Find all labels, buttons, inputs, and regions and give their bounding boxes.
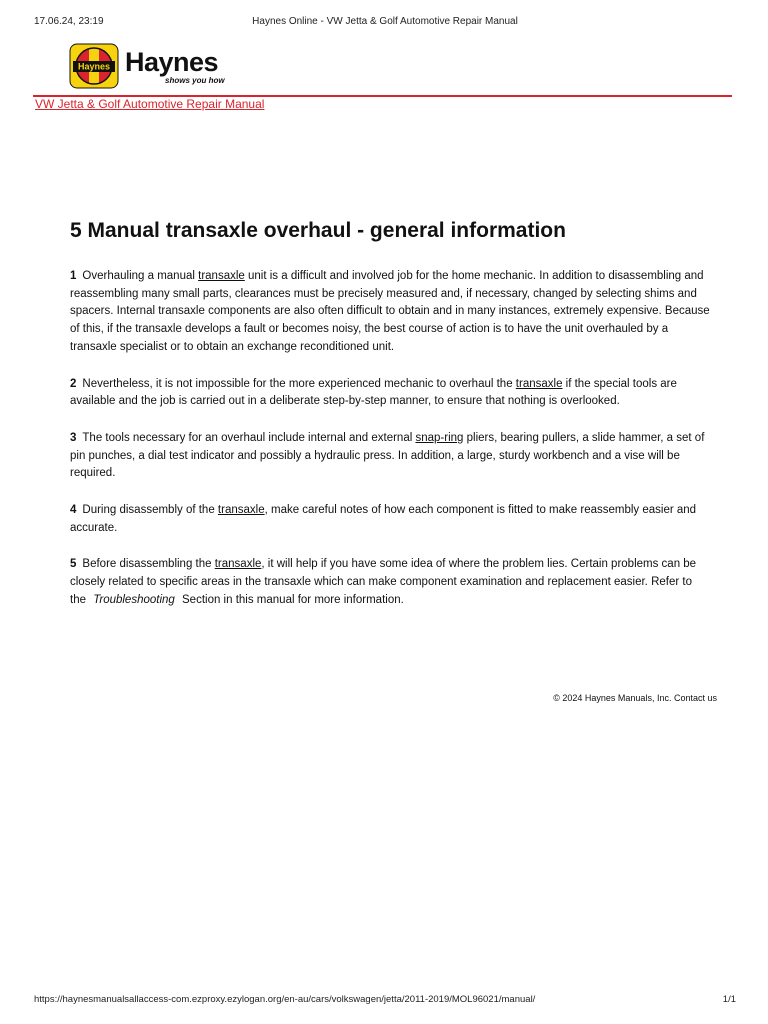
paragraph-3 (70, 430, 710, 483)
paragraph-number: 2 (70, 377, 77, 390)
paragraph-text: unit is a difficult and involved job for the home mechanic. In addition to disassembling and reassembling many small parts, clearances must be precisely measured and, if necessary, changed by selecting shims and spacers. Internal transaxle components are also often difficult to obtain and in many instances, extremely expensive. Because of this, if the transaxle develops a fault or becomes noisy, the best course of action is to have the unit overhauled by a transaxle specialist or to obtain an exchange reconditioned unit. (70, 270, 710, 353)
paragraph-5 (70, 556, 710, 609)
glossary-link-transaxle[interactable]: transaxle (217, 504, 265, 517)
paragraph-text: The tools necessary for an overhaul include internal and external (82, 431, 416, 444)
paragraph-text: Overhauling a manual (82, 270, 199, 282)
copyright-text: © 2024 Haynes Manuals, Inc. (553, 693, 672, 703)
haynes-badge-icon (69, 43, 119, 89)
article-body (70, 216, 710, 629)
paragraph-text: Nevertheless, it is not impossible for the more experienced mechanic to overhaul the (82, 377, 516, 390)
print-page-title: Haynes Online - VW Jetta & Golf Automotive Repair Manual (252, 16, 518, 27)
paragraph-number: 1 (70, 270, 77, 282)
paragraph-number: 5 (70, 558, 77, 571)
paragraph-text: Section in this manual for more information. (178, 593, 404, 606)
glossary-link-snap-ring[interactable]: snap-ring (415, 431, 464, 444)
paragraph-text: During disassembly of the (82, 504, 218, 517)
print-url: https://haynesmanualsallaccess-com.ezproxy.ezylogan.org/en-au/cars/volkswagen/jetta/2011-2019/MOL96021/manual/ (34, 994, 536, 1005)
site-footer (553, 693, 717, 703)
logo-wordmark: Haynes (125, 47, 219, 77)
paragraph-2 (70, 376, 710, 411)
logo-tagline: shows you how (165, 76, 225, 85)
paragraph-1 (70, 268, 710, 357)
haynes-logo[interactable] (69, 43, 229, 91)
paragraph-text: Before disassembling the (82, 558, 215, 571)
print-header (34, 12, 736, 26)
paragraph-number: 4 (70, 504, 77, 517)
paragraph-text: , make careful notes of how each component is fitted to make reassembly easier and accurate. (70, 504, 697, 534)
troubleshooting-reference: Troubleshooting (93, 593, 175, 606)
svg-text:Haynes: Haynes (77, 61, 111, 72)
paragraph-text: pliers, bearing pullers, a slide hammer, a set of pin punches, a dial test indicator and possibly a hydraulic press. In addition, a large, sturdy workbench and a vise will be required. (70, 431, 705, 480)
print-datetime: 17.06.24, 23:19 (34, 16, 104, 27)
page-title: 5 Manual transaxle overhaul - general information (70, 219, 566, 242)
contact-us-link[interactable]: Contact us (673, 693, 717, 703)
print-page-number: 1/1 (722, 994, 736, 1005)
paragraph-text: if the special tools are available and the job is carried out in a deliberate step-by-step manner, to ensure that nothing is overlooked. (70, 377, 677, 408)
glossary-link-transaxle[interactable]: transaxle (515, 377, 563, 390)
glossary-link-transaxle[interactable]: transaxle (214, 558, 262, 571)
paragraph-number: 3 (70, 431, 77, 444)
paragraph-text: , it will help if you have some idea of where the problem lies. Certain problems can be closely related to specific areas in the transaxle which can make component examination and replacement easier. Refer to the (70, 558, 697, 606)
glossary-link-transaxle[interactable]: transaxle (198, 270, 245, 282)
manual-breadcrumb-link[interactable]: VW Jetta & Golf Automotive Repair Manual (35, 97, 265, 111)
paragraph-4 (70, 502, 710, 537)
